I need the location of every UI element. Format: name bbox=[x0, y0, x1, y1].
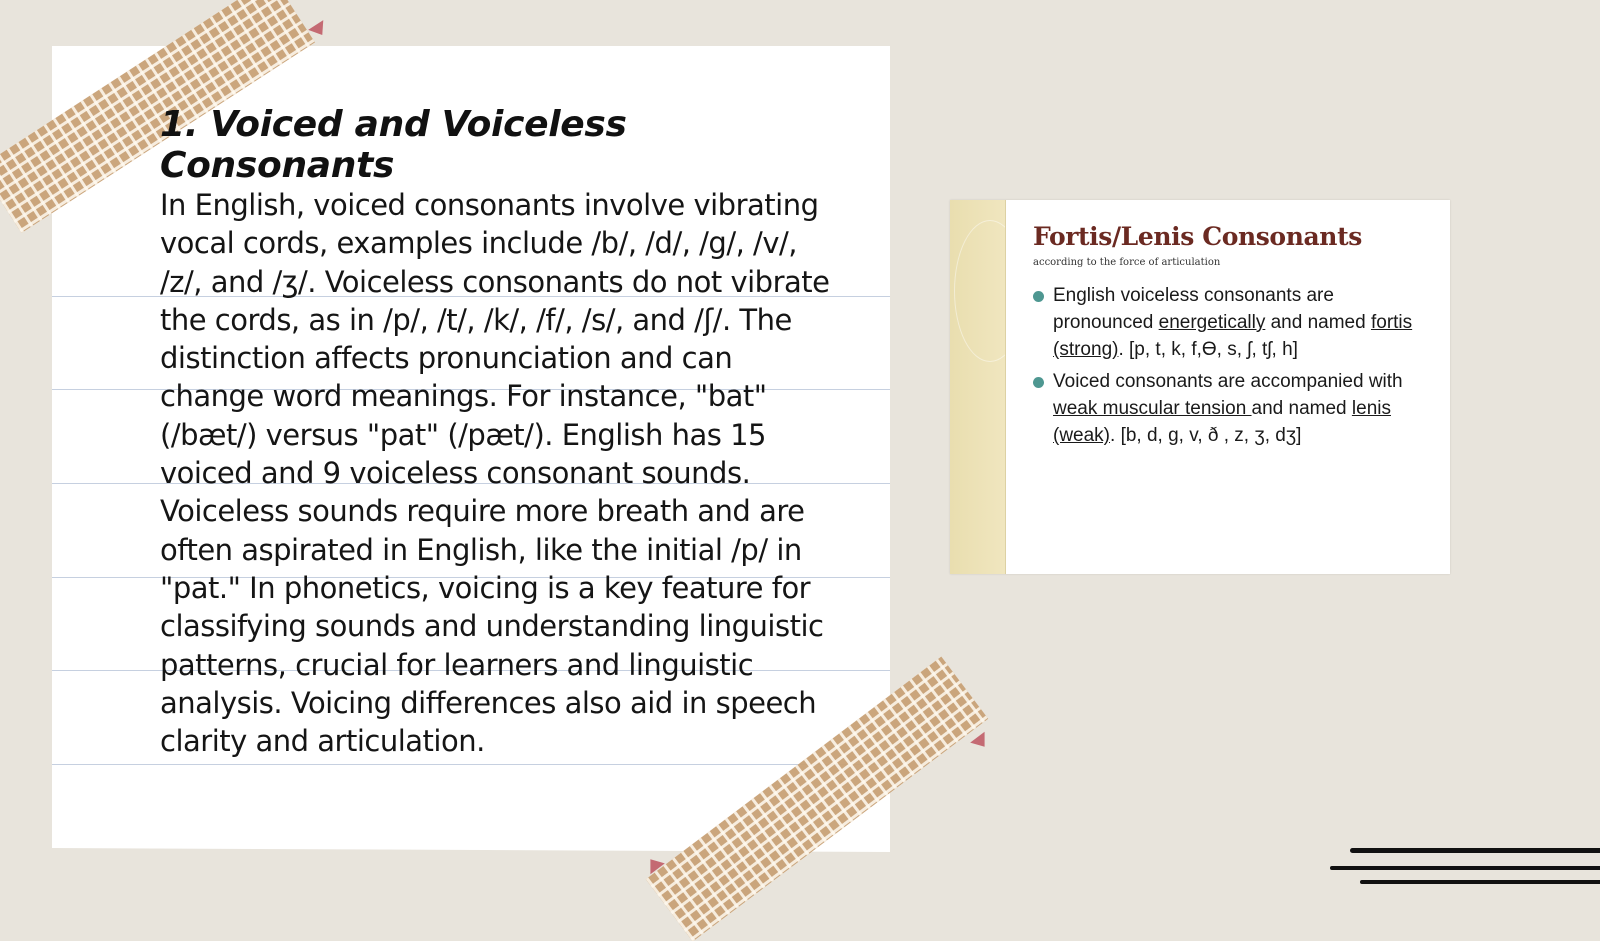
embedded-slide-side-strip bbox=[950, 200, 1006, 574]
embedded-slide-title: Fortis/Lenis Consonants bbox=[1033, 222, 1362, 251]
item-text: . [b, d, g, v, ð , z, ʒ, dʒ] bbox=[1110, 425, 1302, 446]
decorative-stroke bbox=[1350, 848, 1600, 853]
ruled-line bbox=[52, 764, 890, 765]
list-item bbox=[1033, 282, 1433, 363]
underlined-term: fortis (strong) bbox=[1053, 312, 1413, 360]
underlined-term: energetically bbox=[1158, 312, 1266, 333]
embedded-slide-list bbox=[1033, 282, 1433, 454]
item-text: English voiceless consonants are pronounced bbox=[1053, 285, 1334, 333]
decorative-stroke bbox=[1330, 866, 1600, 870]
item-text: and named bbox=[1251, 398, 1352, 419]
bullet-dot-icon bbox=[1033, 377, 1044, 388]
bullet-dot-icon bbox=[1033, 291, 1044, 302]
item-text: . [p, t, k, f,Ɵ, s, ʃ, tʃ, h] bbox=[1118, 339, 1298, 360]
underlined-term: weak muscular tension bbox=[1053, 398, 1252, 419]
item-text: and named bbox=[1265, 312, 1371, 333]
list-item bbox=[1033, 368, 1433, 449]
item-text: Voiced consonants are accompanied with bbox=[1053, 371, 1403, 392]
tape-notch bbox=[970, 732, 992, 752]
slide-body-text: In English, voiced consonants involve vibrating vocal cords, examples include /b/, /d/, /g/, /v/, /z/, and /ʒ/. Voiceless consonants do not vibrate the cords, as in /p/, /t/, /k/, /f/, /s/, and /ʃ/. The distinction affects pronunciation and can change word meanings. For instance, "bat" (/bæt/) versus "pat" (/pæt/). English has 15 voiced and 9 voiceless consonant sounds. Voiceless sounds require more breath and are often aspirated in English, like the initial /p/ in "pat." In phonetics, voicing is a key feature for classifying sounds and understanding linguistic patterns, crucial for learners and linguistic analysis. Voicing differences also aid in speech clarity and articulation. bbox=[160, 188, 830, 759]
strip-decoration bbox=[954, 220, 1026, 362]
embedded-slide-image bbox=[950, 200, 1450, 574]
underlined-term: lenis (weak) bbox=[1053, 398, 1391, 446]
decorative-stroke bbox=[1360, 880, 1600, 884]
embedded-slide-subtitle: according to the force of articulation bbox=[1033, 257, 1221, 268]
slide-title: 1. Voiced and Voiceless Consonants bbox=[160, 104, 627, 186]
